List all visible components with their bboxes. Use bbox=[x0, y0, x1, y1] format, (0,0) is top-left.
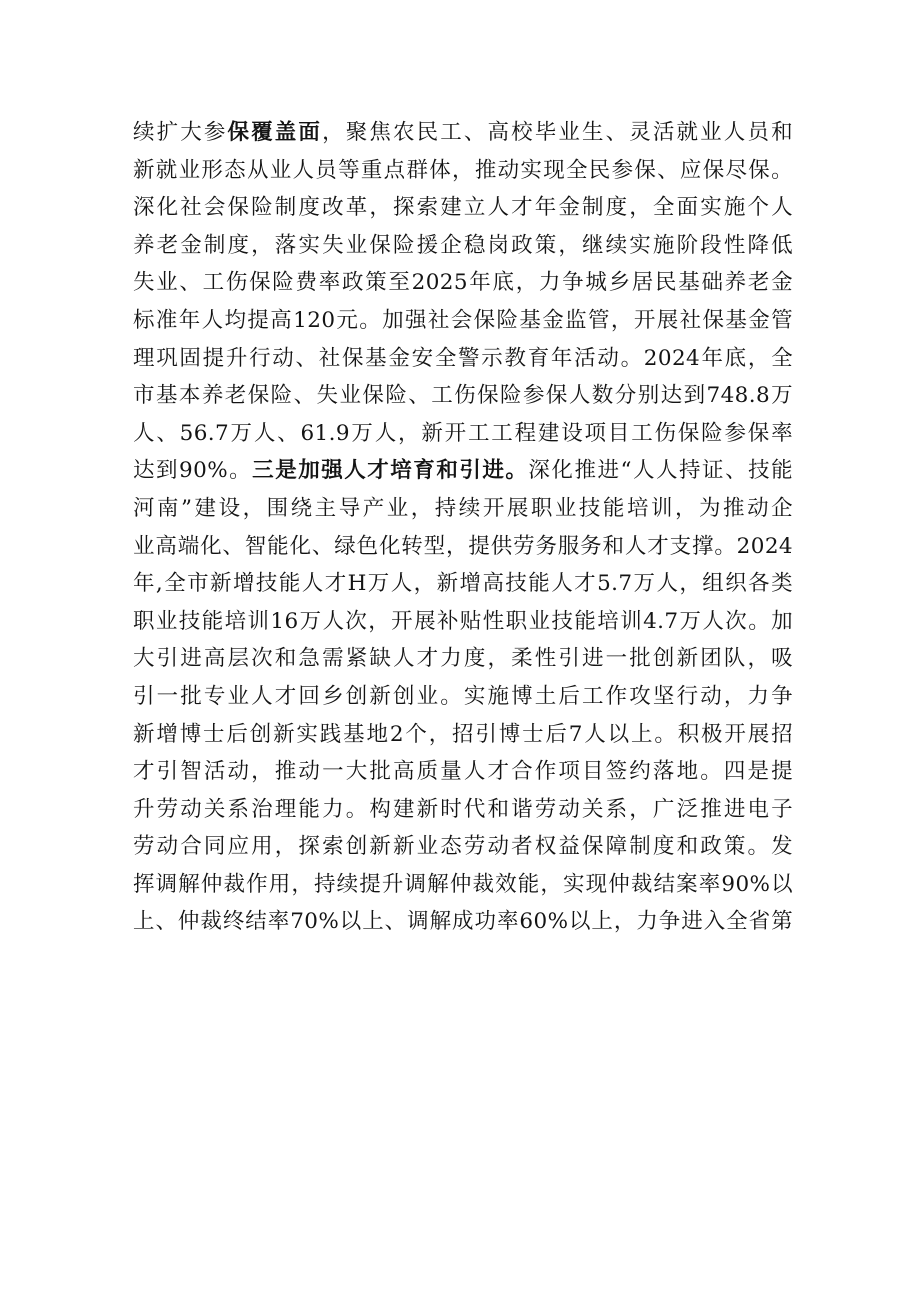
text-run: 标准年人均提高120元。加强社会保险基金监管，开展社保基金管 bbox=[133, 307, 793, 333]
text-run: 年,全市新增技能人才H万人，新增高技能人才5.7万人，组织各类 bbox=[133, 571, 793, 597]
text-line bbox=[133, 640, 793, 678]
text-run: 河南”建设，围绕主导产业，持续开展职业技能培训，为推动企 bbox=[133, 495, 793, 521]
text-line bbox=[133, 866, 793, 904]
text-line bbox=[133, 528, 793, 566]
text-line bbox=[133, 302, 793, 340]
text-line bbox=[133, 716, 793, 754]
text-line bbox=[133, 903, 793, 941]
text-run: ，聚焦农民工、高校毕业生、灵活就业人员和 bbox=[322, 120, 793, 145]
text-line bbox=[133, 678, 793, 716]
text-run: 才引智活动，推动一大批高质量人才合作项目签约落地。四是提 bbox=[133, 759, 793, 785]
text-run: 挥调解仲裁作用，持续提升调解仲裁效能，实现仲裁结案率90%以 bbox=[133, 871, 793, 897]
text-line bbox=[133, 264, 793, 302]
text-run: 达到90%。 bbox=[133, 458, 253, 484]
text-line bbox=[133, 227, 793, 265]
text-run: 深化社会保险制度改革，探索建立人才年金制度，全面实施个人 bbox=[133, 195, 793, 221]
text-line bbox=[133, 565, 793, 603]
bold-phrase: 三是加强人才培育和引进。 bbox=[252, 458, 529, 484]
text-run: 失业、工伤保险费率政策至2025年底，力争城乡居民基础养老金 bbox=[133, 270, 793, 296]
text-run: 理巩固提升行动、社保基金安全警示教育年活动。2024年底，全 bbox=[133, 345, 793, 371]
text-run: 人、56.7万人、61.9万人，新开工工程建设项目工伤保险参保率 bbox=[133, 420, 793, 446]
text-line bbox=[133, 753, 793, 791]
text-run: 市基本养老保险、失业保险、工伤保险参保人数分别达到748.8万 bbox=[133, 383, 793, 409]
text-run: 劳动合同应用，探索创新新业态劳动者权益保障制度和政策。发 bbox=[133, 834, 793, 860]
text-run: 职业技能培训16万人次，开展补贴性职业技能培训4.7万人次。加 bbox=[133, 608, 793, 634]
text-line bbox=[133, 340, 793, 378]
text-run: 大引进高层次和急需紧缺人才力度，柔性引进一批创新团队，吸 bbox=[133, 646, 793, 672]
text-line bbox=[133, 377, 793, 415]
text-line bbox=[133, 490, 793, 528]
text-run: 新增博士后创新实践基地2个，招引博士后7人以上。积极开展招 bbox=[133, 721, 793, 747]
text-run: 新就业形态从业人员等重点群体，推动实现全民参保、应保尽保。 bbox=[133, 157, 793, 183]
text-run: 上、仲裁终结率70%以上、调解成功率60%以上，力争进入全省第 bbox=[133, 909, 793, 935]
text-line bbox=[133, 189, 793, 227]
text-line bbox=[133, 452, 793, 490]
text-line bbox=[133, 791, 793, 829]
text-run: 深化推进“人人持证、技能 bbox=[528, 458, 794, 484]
text-line bbox=[133, 415, 793, 453]
text-line bbox=[133, 152, 793, 190]
text-run: 续扩大参 bbox=[133, 120, 228, 145]
text-line bbox=[133, 603, 793, 641]
text-run: 业高端化、智能化、绿色化转型，提供劳务服务和人才支撑。2024 bbox=[133, 533, 793, 559]
text-run: 引一批专业人才回乡创新创业。实施博土后工作攻坚行动，力争 bbox=[133, 683, 793, 709]
text-line bbox=[133, 114, 793, 152]
bold-phrase: 保覆盖面 bbox=[227, 120, 323, 145]
text-line bbox=[133, 828, 793, 866]
body-paragraph bbox=[133, 114, 793, 941]
text-run: 养老金制度，落实失业保险援企稳岗政策，继续实施阶段性降低 bbox=[133, 232, 793, 258]
text-run: 升劳动关系治理能力。构建新时代和谐劳动关系，广泛推进电子 bbox=[133, 796, 793, 822]
